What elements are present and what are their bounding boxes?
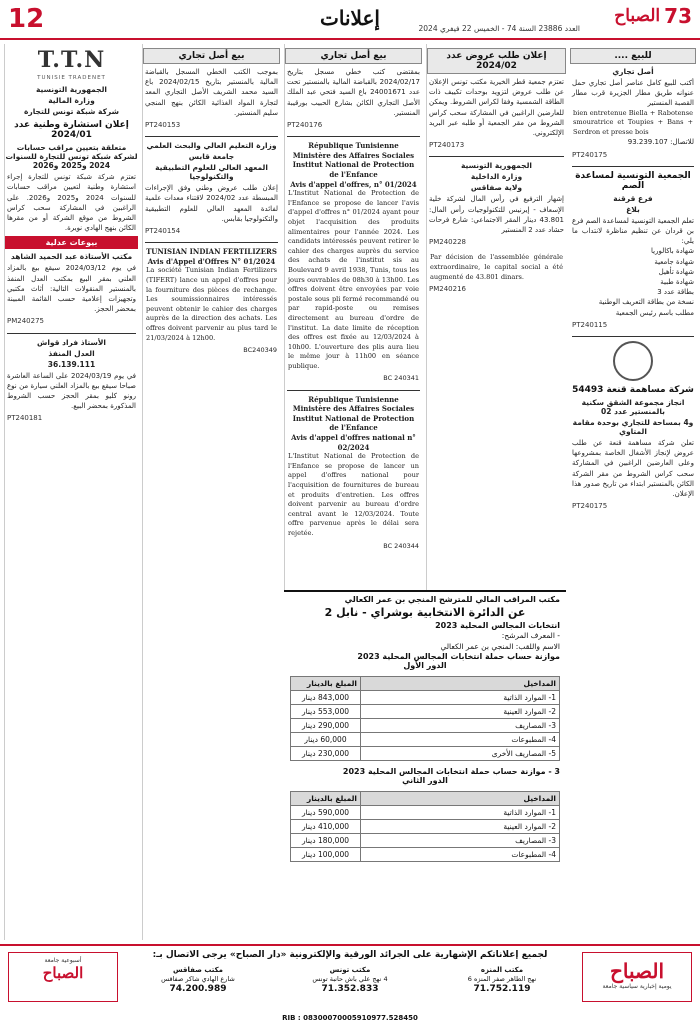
auction-sub: مكتب الأستاذة عبد الحميد الشاهد	[10, 252, 133, 262]
round1-title: الدور الأول	[403, 661, 447, 670]
table-header-row	[291, 677, 560, 691]
footer-logo-weekly-name: الصباح	[42, 964, 84, 982]
table-row	[291, 733, 560, 747]
assoc-item: بطاقة عدد 3	[657, 288, 694, 297]
tender-ref: PT240173	[429, 141, 465, 150]
sale-ad-sub: أصل تجاري	[612, 67, 654, 76]
sale-ad-fr: bien entretenue Biella + Rabotense smouratrice et Toupies + Bans + Serdron et presse bois	[573, 108, 693, 136]
fr-tender-1-ref: BC 240341	[383, 374, 419, 383]
table-row	[291, 747, 560, 761]
results-line1: مكتب المراقب المالي للمترشح المنجي بن عمر الكعالي	[344, 595, 560, 604]
edu-sub2: المعهد العالي للعلوم التطبيقية والتكنولوجيا	[155, 163, 268, 182]
row-item: 2- الموارد العينية	[361, 820, 560, 834]
lawyer-title: الأستاذ فراد قواش	[36, 337, 106, 347]
footer-logo-daily	[582, 952, 692, 1002]
column-2	[142, 44, 280, 940]
assoc-item: شهادة تأهيل	[658, 267, 694, 276]
tifert-head: TUNISIAN INDIAN FERTILIZERS Avis d'Appel d'Offres N° 01/2024	[146, 247, 277, 266]
assoc-item: شهادة باكالوريا	[651, 247, 694, 256]
fr-tender-1-head: République Tunisienne Ministère des Affaires Sociales Institut National de Protection de l'Enfance Avis d'appel d'offres, n° 01/2024	[290, 141, 417, 189]
edu-text: إعلان طلب عروض وطني وفق الإجراءات المبسطة عدد 2024/02 لاقتناء معدات علمية لفائدة المعهد العالي للعلوم التطبيقية والتكنولوجيا بقابس.	[145, 184, 278, 223]
tender-title: إعلان طلب عروض عدد 2024/02	[427, 48, 566, 74]
footer-logo-weekly-top: أسبوعية جامعة	[44, 957, 82, 964]
table-row	[291, 820, 560, 834]
fr-tender-2-ref: BC 240344	[383, 541, 419, 550]
page-footer	[0, 944, 700, 1026]
assoc-ref: PT240115	[572, 320, 608, 329]
logo-number: 73	[664, 4, 692, 28]
assoc-sub2: بلاغ	[626, 204, 640, 214]
lawyer-sub: العدل المنفذ	[48, 348, 95, 358]
auction-band: بيوعات عدلية	[5, 236, 138, 249]
sale3-ref: PT240153	[145, 121, 181, 130]
divider	[572, 166, 694, 167]
company-sub: انجاز مجموعة الشقق سكنية بالمنستير عدد 02	[581, 398, 685, 417]
office-card	[428, 966, 576, 994]
assoc-item: شهادة طبية	[660, 278, 694, 287]
ttn-co: شركة شبكة تونس للتجارة	[24, 107, 119, 117]
footer-logo-daily-name: الصباح	[609, 959, 665, 983]
col-amount-header: المبلغ بالدينار	[291, 792, 361, 806]
row-amount: 100,000 دينار	[291, 848, 361, 862]
row-amount: 180,000 دينار	[291, 834, 361, 848]
sale-ad-ref: PT240175	[572, 150, 608, 159]
company-ref: PT240175	[572, 502, 608, 511]
office-address: نهج الطاهر صفر المنزه 6	[467, 975, 537, 983]
section2-title: 3 - موازنة حساب حملة انتخابات المجالس المحلية 2023	[342, 767, 560, 776]
ttn-text: تعتزم شركة شبكة تونس للتجارة إجراء استشارة وطنية لتعيين مراقب حسابات للسنوات 2024 و2025 و2026. على الراغبين في المشاركة سحب كراس الشروط من موقع الشركة أو من مقرها الكائن بنهج الهادي نويرة.	[7, 173, 136, 233]
office-name: مكتب المنزه	[480, 966, 524, 974]
ministry-sub: وزارة الداخلية	[470, 172, 523, 182]
footer-logo-daily-sub: يومية إخبارية سياسية جامعة	[602, 983, 672, 990]
col-item-header: المداخيل	[361, 677, 560, 691]
sale2-title: بيع أصل تجاري	[285, 48, 422, 64]
office-card	[124, 966, 272, 994]
row-amount: 553,000 دينار	[291, 705, 361, 719]
col-amount-header: المبلغ بالدينار	[291, 677, 361, 691]
section-title: إعلانات	[320, 6, 380, 30]
office-phone: 71.352.833	[321, 984, 379, 994]
office-name: مكتب صفاقس	[172, 966, 224, 974]
sale-ad-title: للبيع ....	[570, 48, 696, 64]
results-header	[284, 592, 566, 673]
auction-ref: PM240275	[7, 317, 44, 326]
office-address: شارع الهادي شاكر صفاقس	[161, 975, 235, 983]
divider	[287, 390, 420, 391]
ttn-sub: متعلقة بتعيين مراقب حسابات لشركة شبكة تونس للتجارة للسنوات 2024 و2025 و2026	[5, 143, 138, 171]
tender-text: تعتزم جمعية قطر الخيرية مكتب تونس الإعلان عن طلب عروض لتزويد بوحدات تكييف ذات الطاقة الشمسية وفقا لكراس الشروط. ويمكن للعارضين الراغبين في المشاركة سحب كراس الشروط من مقر الجمعية أو طلبه عبر البريد الإلكتروني.	[429, 78, 564, 138]
divider	[287, 136, 420, 137]
company-stamp-icon	[613, 341, 653, 381]
column-1	[4, 44, 138, 940]
footer-logo-weekly	[8, 952, 118, 1002]
ministry-title: الجمهورية التونسية	[461, 161, 532, 171]
edu-title: وزارة التعليم العالي والبحث العلمي	[146, 141, 277, 151]
table-row	[291, 806, 560, 820]
ttn-title: إعلان استشارة وطنية عدد 2024/01	[14, 120, 129, 141]
row-amount: 230,000 دينار	[291, 747, 361, 761]
round2-table	[290, 791, 560, 862]
assoc-title: الجمعية التونسية لمساعدة الصم	[575, 170, 691, 191]
ttn-rep: الجمهورية التونسية	[36, 85, 107, 95]
footer-title: لجميع إعلاناتكم الإشهارية على الجرائد الورقية والإلكترونية «دار الصباح» يرجى الاتصال بـ:	[152, 950, 548, 960]
row-item: 4- المطبوعات	[361, 733, 560, 747]
ttn-logo-letters: T.T.N	[37, 47, 106, 73]
ministry-text: إشهار الترفيع في رأس المال لشركة خلية الإسعاف - إيرنيس للتكنولوجيات رأس المال: 43.801 دينار المقر الاجتماعي: شارع فرحات حشاد عدد 2 المنستير	[429, 195, 564, 235]
company-sub2: و4 بمساحة للتجاري بوحدة مقامة المتاوي	[572, 418, 694, 437]
fr-tender-2	[285, 395, 422, 539]
row-item: 3- المصاريف	[361, 834, 560, 848]
row-item: 2- الموارد العينية	[361, 705, 560, 719]
table-header-row	[291, 792, 560, 806]
results-section2	[284, 764, 566, 788]
divider	[7, 333, 136, 334]
notice-fr: Par décision de l'assemblée générale extraordinaire, le capital social a été augmenté de 43.801 dinars.	[430, 253, 563, 281]
sale2-text: بمقتضى كتب خطي مسجل بتاريخ 2024/02/17 بالقباضة المالية بالمنستير تحت عدد 24001671 باع السيد فتحي عبد الملك الأصل التجاري الكائن بشارع الحبيب بورقيبة المنستير.	[287, 68, 421, 117]
divider	[145, 242, 278, 243]
ministry-sub2: ولاية صفاقس	[470, 183, 523, 193]
assoc-sub: فرع قرقنة	[613, 193, 653, 203]
lawyer-tel: 36.139.111	[47, 359, 96, 369]
row-amount: 590,000 دينار	[291, 806, 361, 820]
ttn-min: وزارة المالية	[48, 96, 95, 106]
row-amount: 60,000 دينار	[291, 733, 361, 747]
round1-table	[290, 676, 560, 761]
table-row	[291, 834, 560, 848]
divider	[429, 156, 564, 157]
ttn-logo	[5, 47, 138, 83]
lawyer-text: في يوم 2024/03/19 على الساعة العاشرة صباحا سيقع بيع بالمزاد العلني سيارة من نوع رونو كليو بمقر الحجز حسب الشروط المذكورة بمحضر البيع.	[7, 371, 136, 411]
col-item-header: المداخيل	[361, 792, 560, 806]
candidate-name: الاسم واللقب: المنجي بن عمر الكعالي	[440, 642, 560, 651]
assoc-item: شهادة جامعية	[654, 257, 694, 266]
tifert-ref: BC240349	[243, 346, 277, 355]
row-item: 1- الموارد الذاتية	[361, 691, 560, 705]
table-row	[291, 705, 560, 719]
assoc-item: مطلب باسم رئيس الجمعية	[615, 308, 694, 317]
divider	[572, 336, 694, 337]
sale3-text: بموجب الكتب الخطي المسجل بالقباضة المالية بالمنستير بتاريخ 2024/02/15 باع السيد محمد الشريف الأصل التجاري المعد لتجارة المواد الغذائية الكائن بنهج المنجي سليم المنستير.	[145, 68, 278, 117]
page-header	[0, 0, 700, 40]
assoc-text: تعلم الجمعية التونسية لمساعدة الصم فرع بن قردان عن تنظيم مناظرة لانتداب ما يلي:	[572, 216, 694, 246]
office-name: مكتب تونس	[329, 966, 371, 974]
issue-line: العدد 23886 السنة 74 - الخميس 22 فيفري 2024	[418, 24, 580, 33]
ttn-logo-caption: TUNISIE TRADENET	[37, 75, 106, 81]
results-line2: عن الدائرة الانتخابية بوشراي - نابل 2	[324, 606, 526, 619]
table-row	[291, 691, 560, 705]
sale3-title: بيع أصل تجاري	[143, 48, 280, 64]
office-phone: 71.752.119	[473, 984, 531, 994]
row-item: 5- المصاريف الأخرى	[361, 747, 560, 761]
row-amount: 410,000 دينار	[291, 820, 361, 834]
page-number: 12	[8, 4, 45, 34]
edu-ref: PT240154	[145, 227, 181, 236]
footer-offices	[124, 966, 576, 994]
fr-tender-1-body: L'Institut National de Protection de l'Enfance se propose de lancer l'avis d'appel d'offres n° 01/2024 ayant pour objet l'acquisition des produits alimentaires pour l'année 2024. Les candidats intéressés peuvent retirer le cahier des charges auprès du service des achats de l'institut sis au Boulevard 9 avril 1938, Tunis, tous les jours ouvrables de 08h30 à 13h00. Les offres doivent être envoyées par voie postale sous pli fermé recommandé ou par rapid-poste ou remises directement au bureau d'ordre de l'institut. La date limite de réception des offres est fixée au 12/03/2024 à 10h00. L'ouverture des plis aura lieu le même jour à 11h00 en séance publique.	[288, 189, 419, 370]
column-5	[570, 44, 696, 940]
assoc-item: نسخة من بطاقة التعريف الوطنية	[598, 298, 694, 307]
election-accounts-notice	[284, 590, 566, 940]
candidate-label: - المعرف المرشح:	[501, 631, 560, 640]
edu-sub: جامعة قابس	[188, 152, 235, 162]
row-amount: 290,000 دينار	[291, 719, 361, 733]
fr-tender-2-body: L'Institut National de Protection de l'Enfance se propose de lancer un appel d'offres national pour l'acquisition de fournitures de bureau et produits d'entretien. Les offres doivent parvenir au bureau d'ordre central avant le 12/03/2024. Toute offre parvenue après le délai sera rejetée.	[288, 452, 419, 537]
footer-rib: RIB : 08300070005910977.528450	[282, 1014, 418, 1022]
auction-text: في يوم 2024/03/12 سيقع بيع بالمزاد العلني بمقر البيع بمكتب العدل المنفذ بالمنستير المنقولات التالية: أثاث مكتبي وتجهيزات إعلامية حسب القائمة المبينة بمحضر الحجز.	[7, 264, 137, 314]
fr-tender-2-head: République Tunisienne Ministère des Affaires Sociales Institut National de Protection de l'Enfance Avis d'appel d'offres national n° 02/2024	[291, 394, 416, 452]
sale2-ref: PT240176	[287, 121, 323, 130]
row-amount: 843,000 دينار	[291, 691, 361, 705]
company-text: تعلن شركة مساهمة قنعة عن طلب عروض لإنجاز الأشغال الخاصة بمشروعها وعلى العارضين الراغبين في المشاركة سحب كراس الشروط من مقر الشركة الكائن بالمنستير ابتداء من تاريخ صدور هذا الإعلان.	[572, 439, 694, 499]
results-line3: انتخابات المجالس المحلية 2023	[435, 621, 560, 630]
logo-name: الصباح	[614, 6, 661, 26]
lawyer-ref: PT240181	[7, 414, 43, 423]
round2-title: الدور الثاني	[402, 776, 448, 785]
office-card	[276, 966, 424, 994]
office-phone: 74.200.989	[169, 984, 227, 994]
fr-tender-1	[285, 141, 422, 371]
sale-ad-tel: للاتصال: 93.239.107	[627, 138, 694, 147]
office-address: 4 نهج علي باش حانبة تونس	[312, 975, 388, 983]
ministry-ref: PM240228	[429, 238, 466, 247]
tifert-ad	[143, 247, 280, 343]
sale-ad-text: أكتب للبيع كامل عناصر أصل تجاري حمل عنوانه طريق مطار الجزيرة قرب مطار القصبة المنستير	[572, 79, 694, 108]
row-item: 4- المطبوعات	[361, 848, 560, 862]
notice-ref: PM240216	[429, 285, 466, 294]
company-title: شركة مساهمة قنعة 54493	[572, 385, 694, 396]
table-row	[291, 719, 560, 733]
tifert-body: La société Tunisian Indian Fertilizers (TIFERT) lance un appel d'offres pour la fourniture des pièces de rechange. Les soumissionnaires intéressés peuvent obtenir le cahier des charges auprès de la direction des achats. Les offres doivent parvenir au plus tard le 21/03/2024 à 12h00.	[146, 266, 277, 342]
divider	[145, 136, 278, 137]
row-item: 1- الموارد الذاتية	[361, 806, 560, 820]
section1-title: موازنة حساب حملة انتخابات المجالس المحلية 2023	[357, 652, 560, 661]
table-row	[291, 848, 560, 862]
row-item: 3- المصاريف	[361, 719, 560, 733]
newspaper-logo	[614, 4, 692, 28]
